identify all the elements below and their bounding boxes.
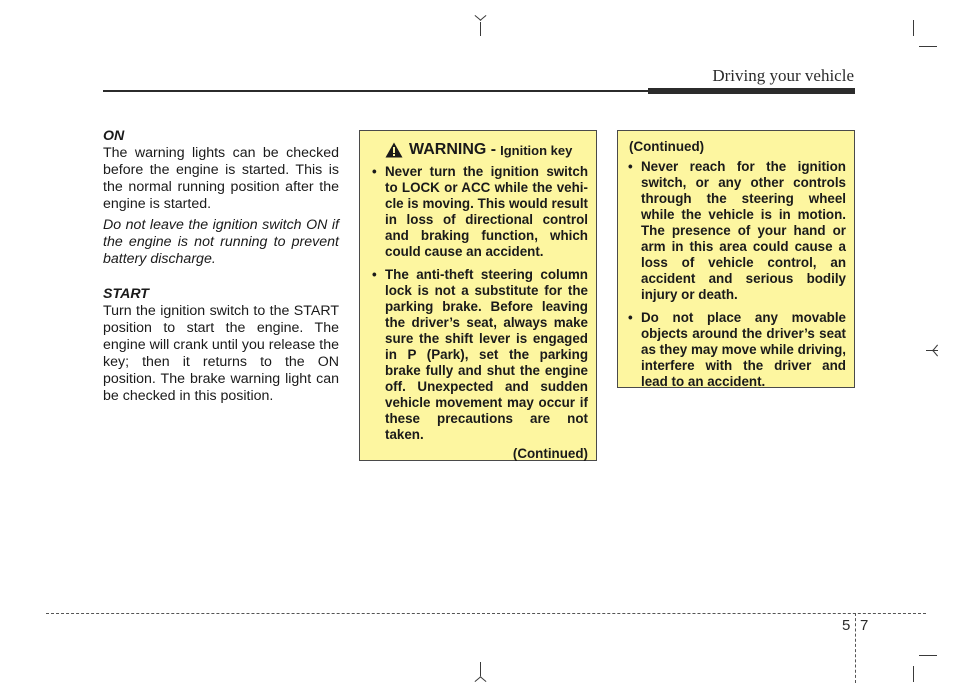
section-number: 5	[842, 617, 851, 634]
page-number: 7	[860, 617, 869, 634]
start-heading: START	[103, 286, 149, 302]
start-paragraph: Turn the ignition switch to the START position to start the engine. The engine will crank until you release the key; then it returns to the ON position. The brake warning light can be checked in this position.	[103, 303, 339, 404]
crop-mark	[480, 15, 487, 21]
warning-item: • Never turn the ignition switch to LOCK or ACC while the vehicle is moving. This would result in loss of directional control and braking function, which could cause an accident.	[371, 164, 588, 260]
warning-item: • The anti-theft steering column lock is not a substitute for the parking brake. Before leaving the driver’s seat, always make sure the shift lever is engaged in P (Park), set the parking brake fully and shut the engine off. Unexpected and sudden vehicle movement may occur if these precautions are not taken.	[371, 267, 588, 443]
continued-warning-box	[617, 130, 855, 388]
header-tab-bar	[648, 88, 855, 94]
crop-mark	[913, 20, 914, 36]
crop-mark	[919, 655, 937, 656]
section-title: Driving your vehicle	[712, 66, 854, 85]
footer-rule	[46, 613, 926, 614]
continued-label: (Continued)	[629, 139, 705, 154]
crop-mark	[480, 676, 487, 682]
on-paragraph: The warning lights can be checked before the engine is started. This is the normal running position after the engine is started.	[103, 145, 339, 212]
crop-mark	[919, 46, 937, 47]
warning-triangle-icon	[385, 142, 403, 158]
warning-box	[359, 130, 597, 461]
warning-item: • Do not place any movable objects around the driver’s seat as they may move while driving, interfere with the driver and lead to an accident.	[627, 310, 846, 390]
continued-label: (Continued)	[512, 446, 588, 461]
crop-mark	[480, 662, 481, 676]
page-number-divider	[855, 613, 856, 683]
header-rule	[103, 90, 648, 92]
crop-mark	[913, 666, 914, 682]
warning-list	[371, 164, 588, 443]
crop-mark	[480, 22, 481, 36]
warning-item: • Never reach for the ignition switch, or any other controls through the steering wheel while the vehicle is in motion. The presence of your hand or arm in this area could cause a loss of vehicle control, an accident and serious bodily injury or death.	[627, 159, 846, 303]
body-column	[103, 128, 339, 405]
warning-header	[371, 142, 588, 158]
on-note: Do not leave the ignition switch ON if the engine is not running to prevent battery discharge.	[103, 217, 339, 267]
on-heading: ON	[103, 128, 125, 144]
warning-subject: Ignition key	[500, 143, 573, 158]
warning-label: WARNING -	[409, 141, 497, 158]
warning-list	[627, 159, 846, 390]
